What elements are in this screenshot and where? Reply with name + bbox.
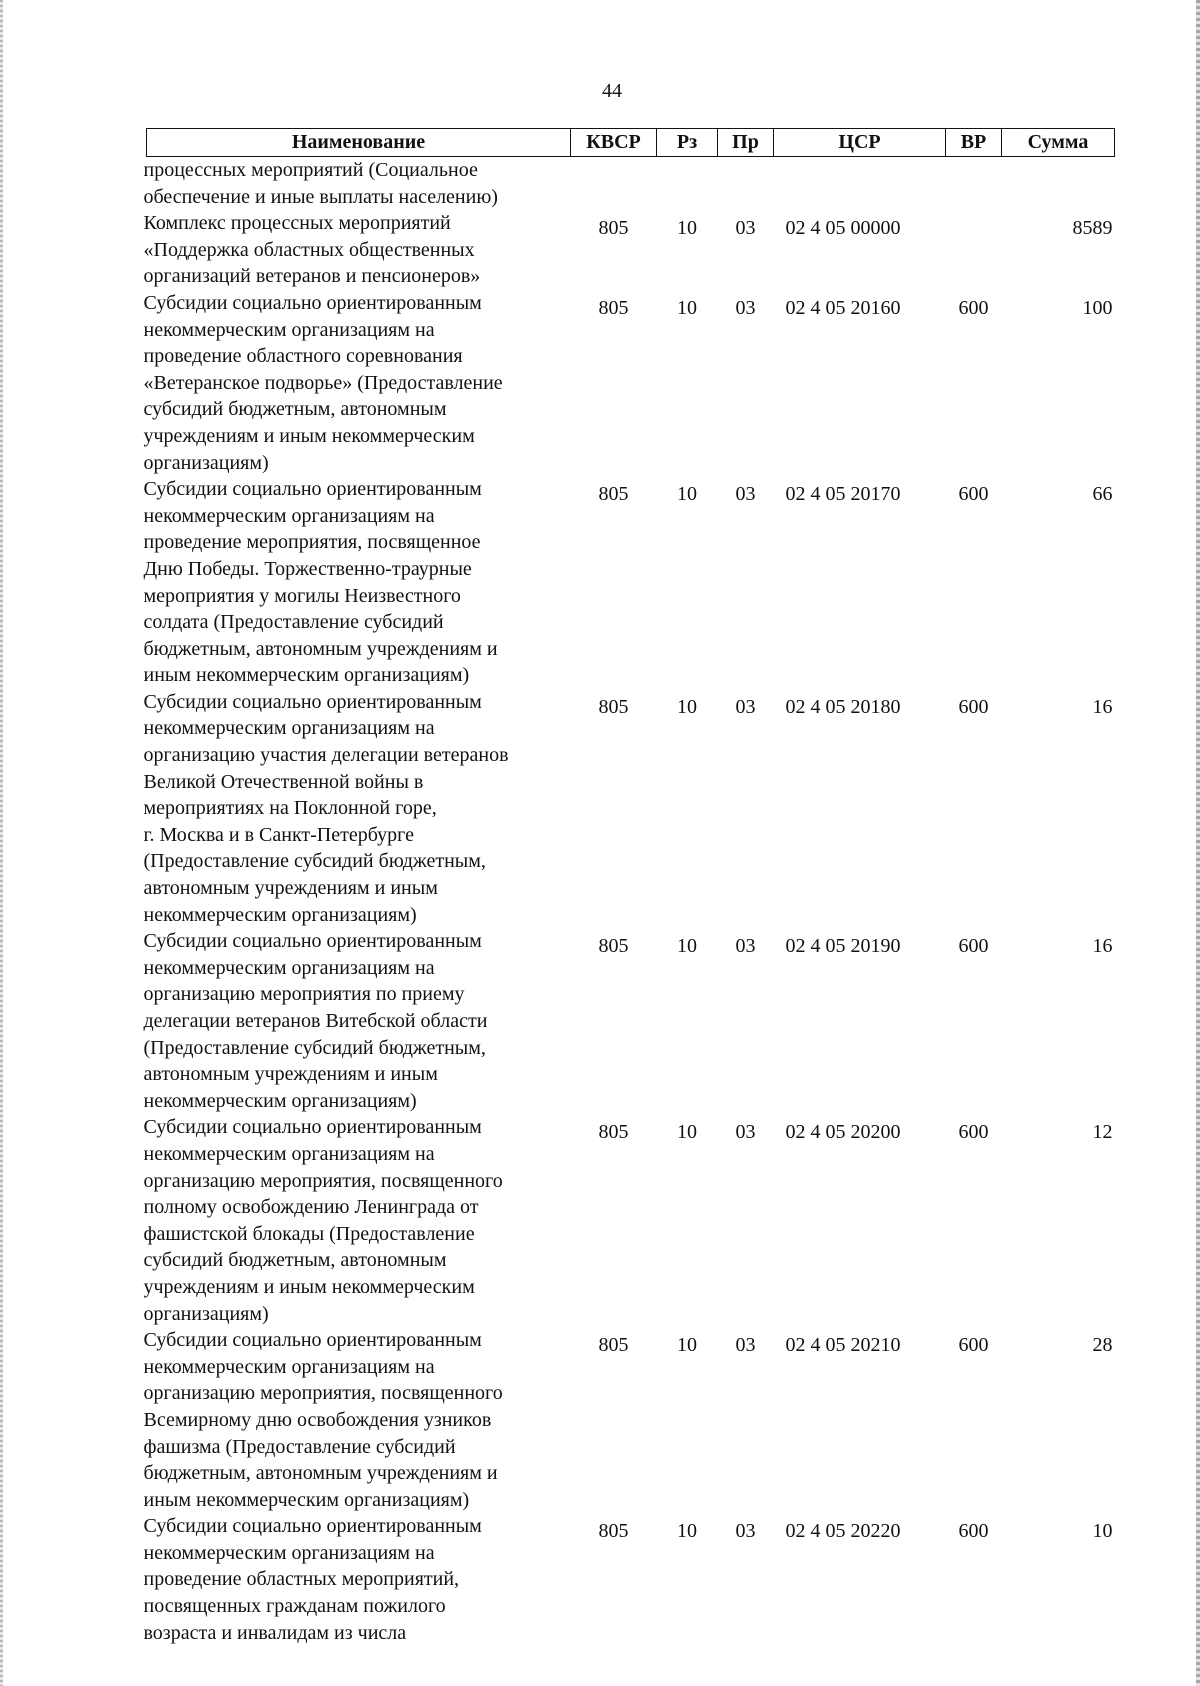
row-name-cell xyxy=(143,476,571,689)
row-name-cell xyxy=(143,928,571,1114)
row-pr: 03 xyxy=(735,1520,756,1543)
header-vr: ВР xyxy=(946,129,1002,157)
row-csr: 02 4 05 20210 xyxy=(785,1334,901,1357)
row-kvsr: 805 xyxy=(598,1334,629,1357)
row-name: процессных мероприятий (Социальное обеспечение и иные выплаты населению) xyxy=(143,159,498,208)
page-number: 44 xyxy=(602,80,622,102)
row-sum: 16 xyxy=(1092,695,1113,718)
row-kvsr xyxy=(571,157,657,211)
row-sum: 12 xyxy=(1092,1121,1113,1144)
row-name-cell xyxy=(143,290,571,476)
row-name: Субсидии социально ориентированным некоммерческим организациям на организацию мероприятия по приему делегации ветеранов Витебской области (Предоставление субсидий бюджетным, автономным учреждениям и иным некоммерческим организациям) xyxy=(143,930,488,1112)
row-vr: 600 xyxy=(958,1520,989,1543)
row-sum: 8589 xyxy=(1072,217,1113,240)
row-name-cell xyxy=(143,210,571,290)
row-name: Субсидии социально ориентированным некоммерческим организациям на проведение областных мероприятий, посвященных гражданам пожилого возраста и инвалидам из числа xyxy=(143,1515,482,1644)
row-pr: 03 xyxy=(735,695,756,718)
row-kvsr: 805 xyxy=(598,935,629,958)
table-row xyxy=(147,290,1115,476)
row-rz: 10 xyxy=(677,1334,697,1357)
row-csr: 02 4 05 20160 xyxy=(785,296,901,319)
row-name: Субсидии социально ориентированным некоммерческим организациям на проведение мероприятия, посвященное Дню Победы. Торжественно-траурные мероприятия у могилы Неизвестного солдата (Предоставление субсидий бюджетным, автономным учреждениям и иным некоммерческим организациям) xyxy=(143,478,498,687)
scan-edge-right xyxy=(1196,0,1200,1686)
row-csr: 02 4 05 20190 xyxy=(785,935,901,958)
header-csr: ЦСР xyxy=(774,129,946,157)
row-name-cell xyxy=(143,1327,571,1513)
row-pr: 03 xyxy=(735,296,756,319)
scan-edge-left xyxy=(0,0,3,1686)
row-csr xyxy=(774,157,946,211)
row-kvsr: 805 xyxy=(598,483,629,506)
row-name: Субсидии социально ориентированным некоммерческим организациям на проведение областного соревнования «Ветеранское подворье» (Предоставление субсидий бюджетным, автономным учреждениям и иным некоммерческим организациям) xyxy=(143,291,503,474)
row-sum: 100 xyxy=(1082,296,1113,319)
row-sum: 66 xyxy=(1092,483,1113,506)
row-rz: 10 xyxy=(677,296,697,319)
row-sum: 16 xyxy=(1092,935,1113,958)
row-csr: 02 4 05 20170 xyxy=(785,483,901,506)
header-rz: Рз xyxy=(657,129,718,157)
row-sum: 28 xyxy=(1092,1334,1113,1357)
row-rz: 10 xyxy=(677,695,697,718)
row-kvsr: 805 xyxy=(598,296,629,319)
row-kvsr: 805 xyxy=(598,1520,629,1543)
table-row xyxy=(147,1513,1115,1646)
row-vr xyxy=(946,157,1002,211)
row-name-cell xyxy=(143,689,571,928)
row-vr: 600 xyxy=(958,935,989,958)
row-pr: 03 xyxy=(735,1121,756,1144)
header-sum: Сумма xyxy=(1002,129,1115,157)
row-name: Субсидии социально ориентированным некоммерческим организациям на организацию мероприятия, посвященного полному освобождению Ленинграда от фашистской блокады (Предоставление субсидий бюджетным, автономным учреждениям и иным некоммерческим организациям) xyxy=(143,1116,503,1325)
row-name-cell xyxy=(143,1114,571,1327)
row-name-cell xyxy=(143,157,571,211)
row-kvsr: 805 xyxy=(598,217,629,240)
row-sum: 10 xyxy=(1092,1520,1113,1543)
row-pr: 03 xyxy=(735,935,756,958)
row-vr: 600 xyxy=(958,695,989,718)
table-row xyxy=(147,157,1115,211)
row-kvsr: 805 xyxy=(598,1121,629,1144)
table-row xyxy=(147,1327,1115,1513)
row-vr: 600 xyxy=(958,1334,989,1357)
row-vr: 600 xyxy=(958,483,989,506)
row-csr: 02 4 05 20220 xyxy=(785,1520,901,1543)
row-rz: 10 xyxy=(677,217,697,240)
row-name: Комплекс процессных мероприятий «Поддержка областных общественных организаций ветеранов и пенсионеров» xyxy=(143,212,481,288)
row-pr: 03 xyxy=(735,483,756,506)
header-name: Наименование xyxy=(147,129,571,157)
table-header xyxy=(147,129,1115,157)
row-vr: 600 xyxy=(958,296,989,319)
row-csr: 02 4 05 00000 xyxy=(785,217,901,240)
row-kvsr: 805 xyxy=(598,695,629,718)
row-rz: 10 xyxy=(677,1121,697,1144)
row-vr xyxy=(946,210,1002,290)
header-row xyxy=(147,129,1115,157)
row-rz: 10 xyxy=(677,935,697,958)
row-csr: 02 4 05 20180 xyxy=(785,695,901,718)
header-pr: Пр xyxy=(718,129,774,157)
budget-table xyxy=(143,128,1115,1646)
header-kvsr: КВСР xyxy=(571,129,657,157)
row-rz: 10 xyxy=(677,1520,697,1543)
row-csr: 02 4 05 20200 xyxy=(785,1121,901,1144)
table-row xyxy=(147,689,1115,928)
table-row xyxy=(147,210,1115,290)
table-body xyxy=(143,157,1115,1647)
row-pr: 03 xyxy=(735,1334,756,1357)
row-name-cell xyxy=(143,1513,571,1646)
row-vr: 600 xyxy=(958,1121,989,1144)
row-rz: 10 xyxy=(677,483,697,506)
row-sum xyxy=(1002,157,1115,211)
row-rz xyxy=(657,157,718,211)
row-pr xyxy=(718,157,774,211)
row-pr: 03 xyxy=(735,217,756,240)
row-name: Субсидии социально ориентированным некоммерческим организациям на организацию участия делегации ветеранов Великой Отечественной войны в мероприятиях на Поклонной горе, г. Москва и в Санкт-Петербурге (Предоставление субсидий бюджетным, автономным учреждениям и иным некоммерческим организациям) xyxy=(143,690,509,926)
table-row xyxy=(147,1114,1115,1327)
table-row xyxy=(147,476,1115,689)
row-name: Субсидии социально ориентированным некоммерческим организациям на организацию мероприятия, посвященного Всемирному дню освобождения узников фашизма (Предоставление субсидий бюджетным, автономным учреждениям и иным некоммерческим организациям) xyxy=(143,1329,503,1511)
table-row xyxy=(147,928,1115,1114)
